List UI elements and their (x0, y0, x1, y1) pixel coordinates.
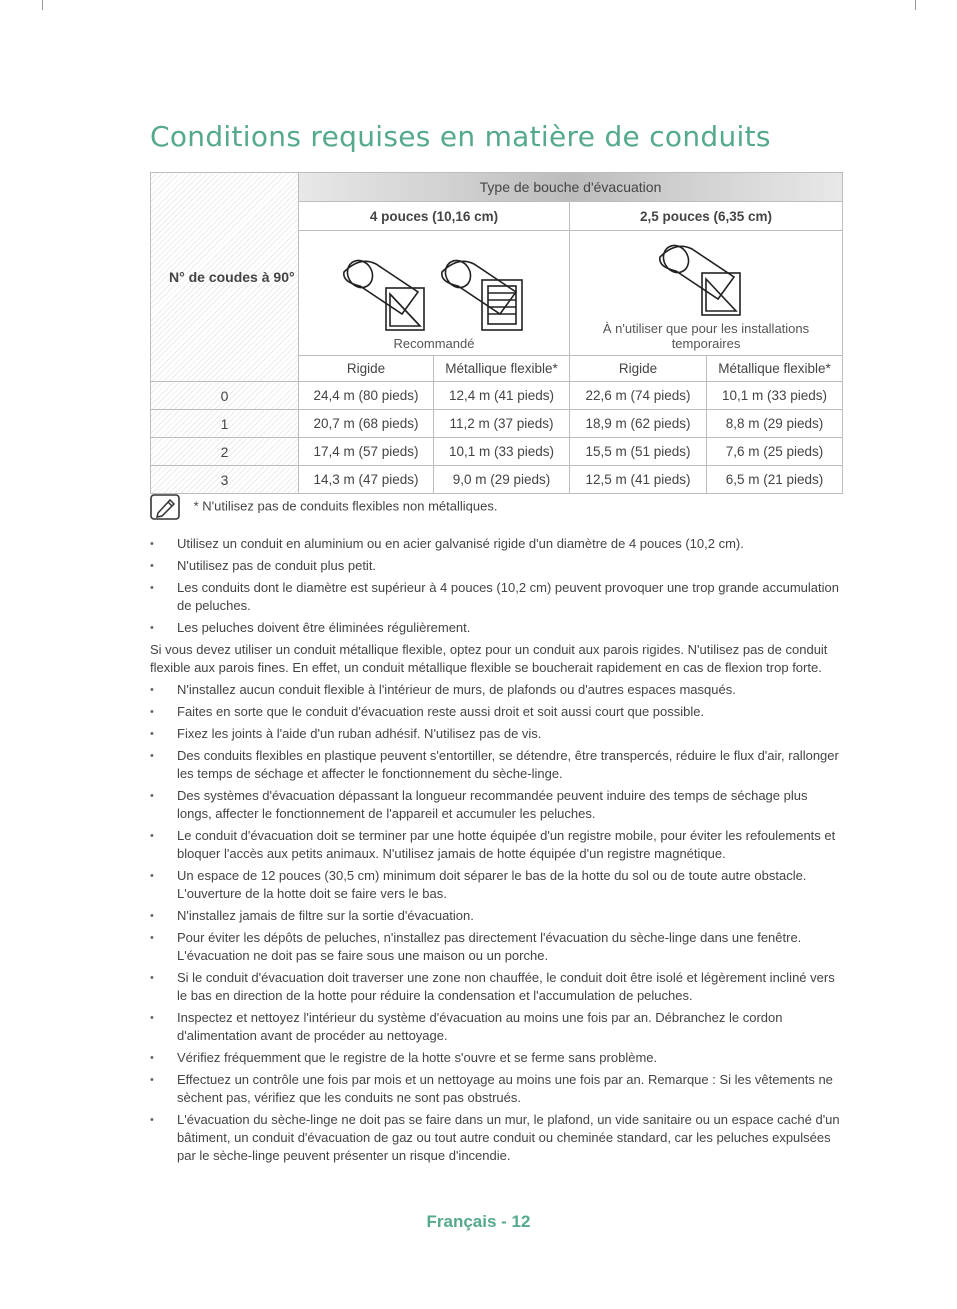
note (150, 494, 850, 520)
note-pencil-icon (150, 494, 180, 520)
table-cell: 11,2 m (37 pieds) (434, 410, 570, 438)
flexible-duct-paragraph: Si vous devez utiliser un conduit métallique flexible, optez pour un conduit aux parois rigides. N'utilisez pas de conduit flexible aux parois fines. En effet, un conduit métallique flexible se boucherait rapidement en cas de flexion trop forte. (150, 642, 828, 675)
vent-type-header: Type de bouche d'évacuation (299, 173, 843, 202)
list-item: • Pour éviter les dépôts de peluches, n'installez pas directement l'évacuation du sèche-linge dans une fenêtre. L'évacuation ne doit pas se faire sous une maison ou un porche. (150, 929, 845, 965)
list-item: • Des systèmes d'évacuation dépassant la longueur recommandée peuvent induire des temps de séchage plus longs, affecter le fonctionnement de l'appareil et accumuler les peluches. (150, 787, 845, 823)
list-item: • Vérifiez fréquemment que le registre de la hotte s'ouvre et se ferme sans problème. (150, 1049, 845, 1067)
list-item: • Les peluches doivent être éliminées régulièrement. (150, 619, 845, 637)
list-item: • Faites en sorte que le conduit d'évacuation reste aussi droit et soit aussi court que possible. (150, 703, 845, 721)
list-item: • Utilisez un conduit en aluminium ou en acier galvanisé rigide d'un diamètre de 4 pouces (10,2 cm). (150, 535, 845, 553)
list-item: • L'évacuation du sèche-linge ne doit pas se faire dans un mur, le plafond, un vide sanitaire ou un espace caché d'un bâtiment, un conduit d'évacuation de gaz ou tout autre conduit ou cheminée standard, car les peluches expulsées par le sèche-linge peuvent présenter un risque d'incendie. (150, 1111, 845, 1165)
table-cell: 7,6 m (25 pieds) (707, 438, 843, 466)
table-cell: 10,1 m (33 pieds) (434, 438, 570, 466)
table-row (151, 438, 843, 466)
duct-length-table (150, 172, 843, 494)
table-cell: 8,8 m (29 pieds) (707, 410, 843, 438)
col-header-rigid-2-5: Rigide (570, 356, 707, 382)
small-vent-hood-icon (646, 237, 766, 319)
page-footer: Français - 12 (426, 1212, 531, 1231)
table-cell: 22,6 m (74 pieds) (570, 382, 707, 410)
temporary-vent-cell (570, 231, 843, 356)
list-item: • N'installez aucun conduit flexible à l'intérieur de murs, de plafonds ou d'autres espaces masqués. (150, 681, 845, 699)
list-item: • Des conduits flexibles en plastique peuvent s'entortiller, se détendre, être transpercés, réduire le flux d'air, rallonger les temps de séchage et affecter le fonctionnement du sèche-linge. (150, 747, 845, 783)
list-item: • N'utilisez pas de conduit plus petit. (150, 557, 845, 575)
bullet-list-b (150, 681, 845, 1165)
vent-hood-illustrations-icon (324, 252, 544, 334)
elbows-header: N° de coudes à 90° (151, 173, 299, 382)
table-cell: 24,4 m (80 pieds) (299, 382, 434, 410)
col-header-flex-4: Métallique flexible* (434, 356, 570, 382)
list-item: • Les conduits dont le diamètre est supérieur à 4 pouces (10,2 cm) peuvent provoquer une trop grande accumulation de peluches. (150, 579, 845, 615)
list-item: • N'installez jamais de filtre sur la sortie d'évacuation. (150, 907, 845, 925)
elbow-count: 2 (151, 438, 299, 466)
page-title: Conditions requises en matière de conduits (150, 120, 771, 153)
temporary-caption: À n'utiliser que pour les installations temporaires (602, 321, 810, 351)
table-cell: 12,5 m (41 pieds) (570, 466, 707, 494)
list-item: • Effectuez un contrôle une fois par mois et un nettoyage au moins une fois par an. Remarque : Si les vêtements ne sèchent pas, vérifiez que les conduits ne sont pas obstrués. (150, 1071, 845, 1107)
list-item: • Le conduit d'évacuation doit se terminer par une hotte équipée d'un registre mobile, pour éviter les refoulements et bloquer l'accès aux petits animaux. N'utilisez jamais de hotte équipée d'un registre magnétique. (150, 827, 845, 863)
table-cell: 14,3 m (47 pieds) (299, 466, 434, 494)
table-cell: 15,5 m (51 pieds) (570, 438, 707, 466)
recommended-caption: Recommandé (393, 336, 475, 351)
list-item: • Inspectez et nettoyez l'intérieur du système d'évacuation au moins une fois par an. Débranchez le cordon d'alimentation avant de procéder au nettoyage. (150, 1009, 845, 1045)
table-cell: 10,1 m (33 pieds) (707, 382, 843, 410)
elbow-count: 1 (151, 410, 299, 438)
size-4-header: 4 pouces (10,16 cm) (299, 202, 570, 231)
elbow-count: 3 (151, 466, 299, 494)
table-row (151, 382, 843, 410)
col-header-rigid-4: Rigide (299, 356, 434, 382)
note-text: * N'utilisez pas de conduits flexibles non métalliques. (193, 498, 498, 514)
recommended-vents-cell (299, 231, 570, 356)
size-2-5-header: 2,5 pouces (6,35 cm) (570, 202, 843, 231)
crop-mark-left (42, 0, 43, 10)
list-item: • Si le conduit d'évacuation doit traverser une zone non chauffée, le conduit doit être isolé et légèrement incliné vers le bas en direction de la hotte pour réduire la condensation et l'accumulation de peluches. (150, 969, 845, 1005)
elbow-count: 0 (151, 382, 299, 410)
table-cell: 18,9 m (62 pieds) (570, 410, 707, 438)
list-item: • Un espace de 12 pouces (30,5 cm) minimum doit séparer le bas de la hotte du sol ou de toute autre obstacle. L'ouverture de la hotte doit se faire vers le bas. (150, 867, 845, 903)
bullet-list-a (150, 535, 845, 637)
list-item: • Fixez les joints à l'aide d'un ruban adhésif. N'utilisez pas de vis. (150, 725, 845, 743)
table-cell: 12,4 m (41 pieds) (434, 382, 570, 410)
table-row (151, 466, 843, 494)
table-cell: 6,5 m (21 pieds) (707, 466, 843, 494)
table-row (151, 410, 843, 438)
table-cell: 17,4 m (57 pieds) (299, 438, 434, 466)
table-cell: 9,0 m (29 pieds) (434, 466, 570, 494)
content (150, 535, 845, 1169)
crop-mark-right (915, 0, 916, 10)
table-cell: 20,7 m (68 pieds) (299, 410, 434, 438)
col-header-flex-2-5: Métallique flexible* (707, 356, 843, 382)
